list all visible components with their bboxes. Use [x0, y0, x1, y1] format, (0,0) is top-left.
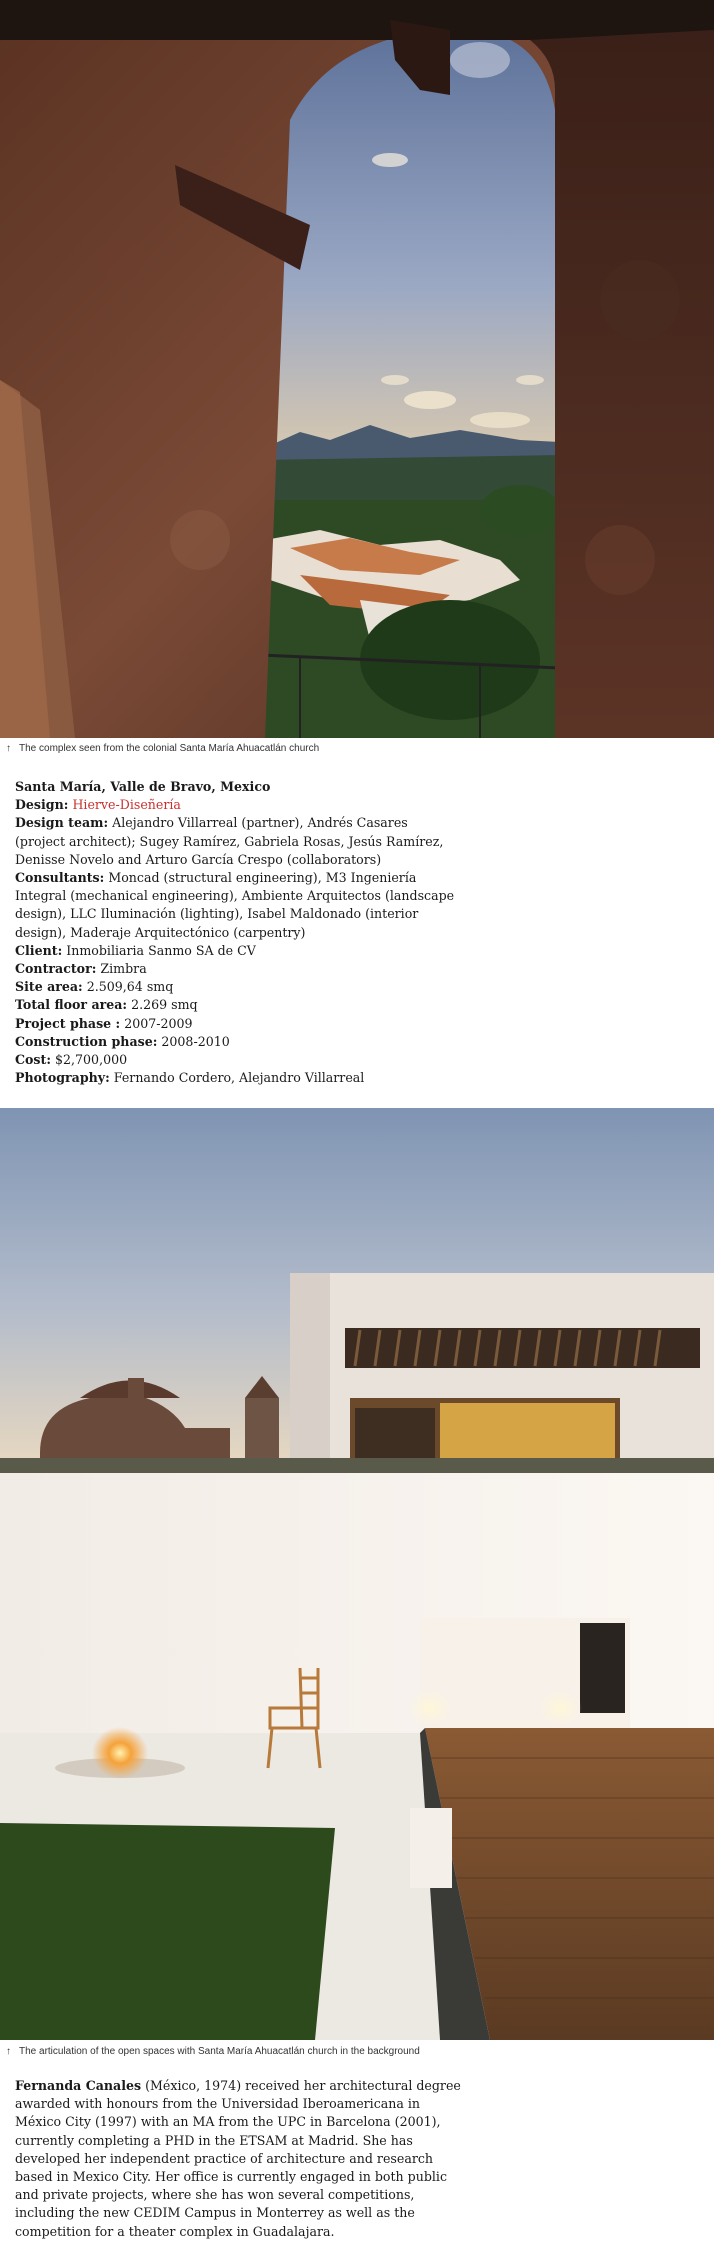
project-credits: [15, 778, 455, 1087]
arch-view-image: [0, 0, 714, 738]
courtyard-image: [0, 1108, 714, 2040]
bio-text: (México, 1974) received her architectural degree awarded with honours from the Universidad Iberoamericana in México City (1997) with an MA from the UPC in Barcelona (2001), currently completing a PHD in the ETSAM at Madrid. She has developed her independent practice of architecture and research based in Mexico City. Her office is currently engaged in both public and private projects, where she has won several competitions, including the new CEDIM Campus in Monterrey as well as the competition for a theater complex in Guadalajara.: [15, 2078, 461, 2239]
credit-project-phase: Project phase : 2007-2009: [15, 1015, 193, 1031]
credit-contractor: Contractor: Zimbra: [15, 961, 147, 977]
arrow-up-icon: ↑: [6, 2046, 11, 2057]
credit-consultants: Consultants: Moncad (structural engineering), M3 Ingeniería Integral (mechanical engineering), Ambiente Arquitectos (landscape design), LLC Iluminación (lighting), Isabel Maldonado (interior design), Maderaje Arquitectónico (carpentry): [15, 870, 455, 940]
designer-link[interactable]: Hierve-Diseñería: [72, 797, 181, 813]
arrow-up-icon: ↑: [6, 743, 11, 754]
credit-construction-phase: Construction phase: 2008-2010: [15, 1033, 230, 1049]
photo-arch-view: [0, 0, 714, 738]
author-bio: [15, 2077, 465, 2241]
credit-design-team: Design team: Alejandro Villarreal (partner), Andrés Casares (project architect); Sugey Ramírez, Gabriela Rosas, Jesús Ramírez, Denisse Novelo and Arturo García Crespo (collaborators): [15, 815, 444, 867]
project-title: Santa María, Valle de Bravo, Mexico: [15, 779, 271, 794]
author-name: Fernanda Canales: [15, 2078, 142, 2093]
photo-courtyard: [0, 1108, 714, 2040]
credit-cost: Cost: $2,700,000: [15, 1052, 128, 1068]
credit-photography: Photography: Fernando Cordero, Alejandro Villarreal: [15, 1070, 365, 1086]
credit-site-area: Site area: 2.509,64 smq: [15, 979, 174, 995]
credit-design: Design: Hierve-Diseñería: [15, 797, 181, 813]
photo1-caption: ↑ The complex seen from the colonial Santa María Ahuacatlán church: [6, 743, 320, 754]
credit-client: Client: Inmobiliaria Sanmo SA de CV: [15, 942, 256, 958]
credit-floor-area: Total floor area: 2.269 smq: [15, 997, 198, 1013]
photo2-caption: ↑ The articulation of the open spaces with Santa María Ahuacatlán church in the background: [6, 2046, 420, 2057]
